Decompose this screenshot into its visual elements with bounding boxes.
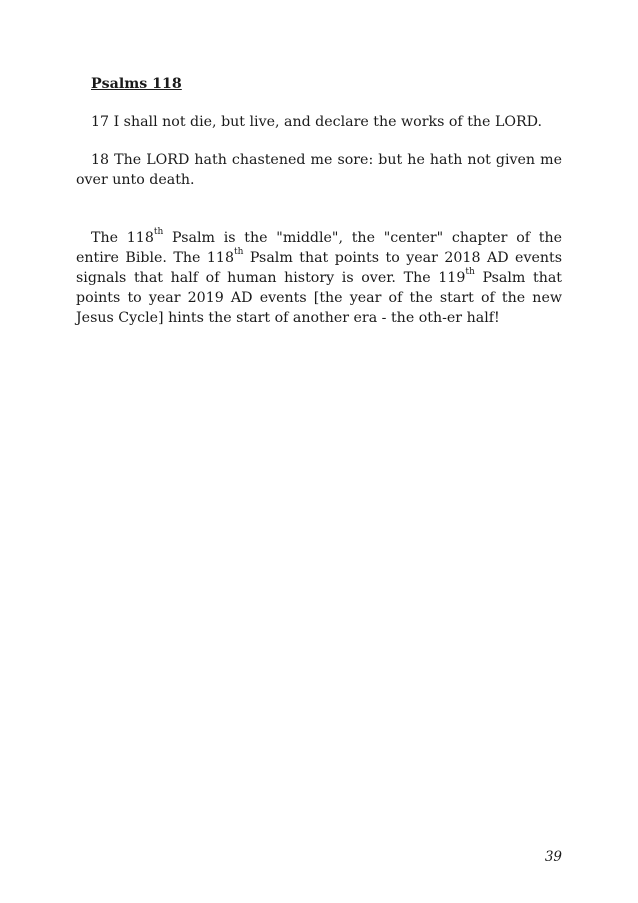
- ordinal-suffix-3: th: [465, 267, 475, 277]
- commentary-paragraph: [76, 228, 562, 328]
- ordinal-suffix-1: th: [153, 227, 164, 237]
- page-number: 39: [544, 849, 562, 865]
- section-heading: Psalms 118: [91, 76, 182, 92]
- page-body: [76, 74, 562, 346]
- ordinal-suffix-2: th: [233, 247, 244, 257]
- commentary-text-1: The 118: [91, 230, 154, 246]
- verse-18: 18 The LORD hath chastened me sore: but he hath not given me over unto death.: [76, 152, 562, 188]
- commentary-text-3: Psalm that points to year 2018 AD events signals that half of human history is over. The 119: [76, 250, 562, 286]
- commentary-text-2: Psalm is the "middle", the "center" chapter of the entire Bible. The 118: [76, 230, 562, 266]
- verse-17: 17 I shall not die, but live, and declare the works of the LORD.: [91, 114, 543, 130]
- commentary-text-4: Psalm that points to year 2019 AD events [the year of the start of the new Jesus Cycle] hints the start of another era - the oth-er half!: [76, 270, 562, 326]
